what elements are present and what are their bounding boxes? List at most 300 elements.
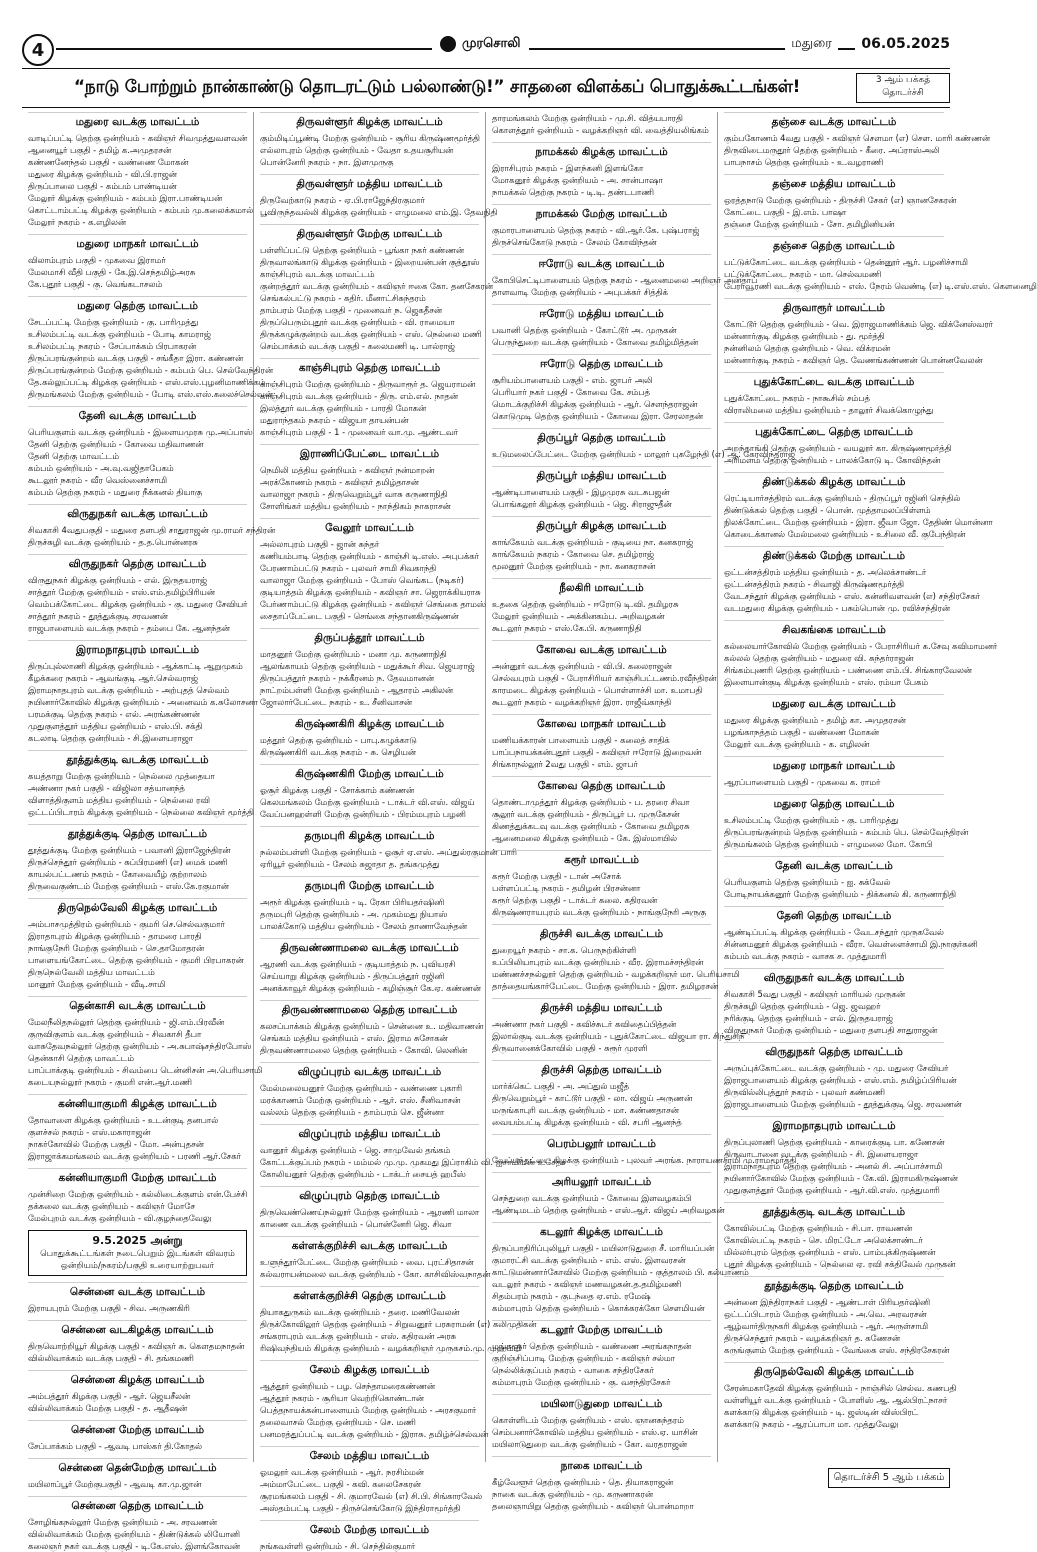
meeting-entry: வெம்பக்கோட்டை கிழக்கு ஒன்றியம் - கு. மதுரை சேவியர் [28,599,248,609]
meeting-entry: வையம்பட்டி கிழக்கு ஒன்றியம் - வி. சபரி ஆனந்த் [492,1117,682,1127]
district-heading: கிருஷ்ணகிரி மேற்கு மாவட்டம் [260,764,479,781]
district-section [28,750,254,818]
district-section [28,824,247,892]
meeting-entry: காஞ்சிபுரம் மேற்கு ஒன்றியம் - திருவாரூர் த. ஜெயராமன் [260,379,476,389]
meeting-entry: பெரியகுளம் தெற்கு ஒன்றியம் - ஐ. சுக்வேல் [724,877,891,887]
district-heading: தேனி தெற்கு மாவட்டம் [724,906,944,923]
meeting-entry: திருவிடைமருதூர் தெற்கு ஒன்றியம் - கீரை. அப்ராஸ்அலி [724,145,940,155]
meeting-entry: காயல்பட்டணம் நகரம் - கோவையீழ் குற்றாலம் [28,869,207,879]
meeting-entry: கல்லையார்கோவில் மேற்கு ஒன்றியம் - பேராசிரியர் க.சேவு கவிமாமனர் [724,641,998,651]
meeting-entry: கம்பம் தெற்கு நகரம் - மதுரை நீக்கனல் தியாகு [28,487,203,497]
meeting-entry: செம்பனார்கோவில் மத்திய ஒன்றியம் - எஸ்.ஏ. யாசின் [492,1427,698,1437]
page-header [22,32,950,64]
meeting-entry: வல்லம் தெற்கு ஒன்றியம் - தாம்பரம் செ. ஜீன்னா [260,1107,445,1117]
meeting-entry: கடலாடி தெற்கு ஒன்றியம் - சி.இளையராஜா [28,733,194,743]
district-heading: கடலூர் மேற்கு மாவட்டம் [492,1320,711,1337]
meeting-entry: ஆத்தூர் ஒன்றியம் - பழ. செந்தாமரைகண்ணன் [260,1381,435,1391]
meeting-entry: பெருந்துறை வடக்கு ஒன்றியம் - கோவை தமிழ்மித்தன் [492,337,699,347]
meeting-entry: கல்வராயன்மலை வடக்கு ஒன்றியம் - கோ. காசிவிஸ்வநாதன் [260,1269,491,1279]
meeting-entry: ஆண்டிபாளையம் பகுதி - இழமுரசு வடசுபஜன் [492,487,670,497]
meeting-entry: வேடசந்தூர் கிழக்கு ஒன்றியம் - எஸ். கன்னிவளவன் (எ) சந்திரசேகர் [724,591,981,601]
district-heading: திருவள்ளூர் கிழக்கு மாவட்டம் [260,112,479,129]
meeting-entry: உப்பிலியாபுரம் வடக்கு ஒன்றியம் - வீர. இராமச்சந்திரன் [492,957,704,967]
district-section [260,714,479,758]
page-number: 4 [22,34,54,66]
meeting-entry: வில்லிவாக்கம் மேற்கு பகுதி - த. ஆதீஷன் [28,1403,188,1413]
meeting-entry: வில்லிவாக்கம் வடக்கு பகுதி - சி. தங்கமணி [28,1353,194,1363]
meeting-entry: கண்ணனேந்தல் பகுதி - வண்ணை மோகன் [28,157,189,167]
meeting-entry: அன்னூர் வடக்கு ஒன்றியம் - வி.பி. கலைராஜன் [492,661,672,671]
district-heading: தஞ்சை வடக்கு மாவட்டம் [724,112,944,129]
meeting-entry: ஆலங்காயம் தெற்கு ஒன்றியம் - மதுக்கூர் சிவ. ஜெயராஜ் [260,661,475,671]
meeting-entry: வானூர் கிழக்கு ஒன்றியம் - ஜெ. சாமுவேல் தங்கம் [260,1145,451,1155]
meeting-entry: குமாரட்சி வடக்கு ஒன்றியம் - எம். எஸ். இளவரசன் [492,1255,686,1265]
meeting-entry: பாலக்கோடு மத்திய ஒன்றியம் - சேலம் தாணாவேந்தன் [260,921,467,931]
district-heading: சேலம் மத்திய மாவட்டம் [260,1446,479,1463]
meeting-entry: விராலிமலை மத்திய ஒன்றியம் - தாலூர் சிவக்கொழுந்து [724,405,934,415]
meeting-entry: சேரன்மகாதேவி கிழக்கு ஒன்றியம் - நாஞ்சில் செல்வ. கணபதி [724,1383,957,1393]
meeting-entry: தோவாளை கிழக்கு ஒன்றியம் - உடன்குடி தனபால் [28,1115,219,1125]
district-section [724,1276,950,1356]
meeting-entry: திருச்சுழி வடக்கு ஒன்றியம் - த.த.பொன்னரசு [28,537,198,547]
district-heading: திருச்சி வடக்கு மாவட்டம் [492,924,711,941]
continued-from-box [856,73,950,103]
meeting-entry: மயிலாப்பூர் மேற்குபகுதி - ஆவடி கா.மு.ஜான் [28,1479,202,1489]
meeting-entry: திருவைகுண்டம் மேற்கு ஒன்றியம் - எஸ்.கே.ரகுமான் [28,881,229,891]
meeting-entry: அண்ணா நகர் பகுதி - விஜிலா சத்யானந்த் [28,783,185,793]
meeting-entry: நன்னிலம் தெற்கு ஒன்றியம் - வெ. விக்ரமன் [724,343,891,353]
district-section [724,112,990,168]
district-heading: அரியலூர் மாவட்டம் [492,1172,711,1189]
district-heading: திருநெல்வேலி கிழக்கு மாவட்டம் [28,898,247,915]
district-section [724,968,944,1036]
district-section [492,714,711,770]
meeting-entry: காட்டுமன்னார்கோவில் மேற்கு ஒன்றியம் - குத்தாலம் பி. கல்யாணம் [492,1267,749,1277]
district-section [492,924,740,992]
meeting-entry: அம்பத்தூர் கிழக்கு பகுதி - ஆர். ஜெயசீலன் [28,1391,191,1401]
meeting-entry: அம்பாசமுத்திரம் ஒன்றியம் - குமரி செ.செல்வகுமார் [28,919,225,929]
meeting-entry: மரக்காணம் மேற்கு ஒன்றியம் - ஆர். எஸ். சீனிவாசன் [260,1095,461,1105]
meeting-entry: செங்கல்பட்டு நகரம் - கதிர். மீனாட்சிசுந்தரம் [260,293,426,303]
district-section [724,422,952,466]
district-heading: திருப்பூர் தெற்கு மாவட்டம் [492,428,711,445]
district-heading: தென்காசி வடக்கு மாவட்டம் [28,996,247,1013]
district-heading: திருப்பத்தூர் மாவட்டம் [260,628,479,645]
headline-banner [22,68,950,108]
district-heading: கரூர் மாவட்டம் [492,850,711,867]
district-section [260,826,517,870]
meeting-entry: உசிலம்பட்டி வடக்கு ஒன்றியம் - போடி காமராஜ் [28,329,211,339]
district-heading: வேலூர் மாவட்டம் [260,518,479,535]
meeting-entry: பள்ளிப்பட்டு தெற்கு ஒன்றியம் - பூங்கா நகர் கண்ணன் [260,245,465,255]
meeting-entry: வேப்பனஹள்ளி மேற்கு ஒன்றியம் - பிரம்மபுரம் பழனி [260,809,466,819]
district-heading: திருநெல்வேலி கிழக்கு மாவட்டம் [724,1362,944,1379]
meeting-entry: கோலியனூர் தெற்கு ஒன்றியம் - டாக்டர் சையத் ஹபீஸ் [260,1169,466,1179]
meeting-entry: முதுகுளத்தூர் மேற்கு ஒன்றியம் - ஆர்.வி.எஸ். முத்துமாரி [724,1185,940,1195]
meeting-entry: பழங்காநத்தம் பகுதி - வண்ணை மோகன் [724,727,880,737]
meeting-entry: மணியக்காரன் பாளையம் பகுதி - கலைத் சாதிக் [492,735,670,745]
meeting-entry: அனக்காவூர் கிழக்கு ஒன்றியம் - கழிஞ்சூர் கே.ஏ. கண்ணன் [260,983,481,993]
district-heading: சேலம் கிழக்கு மாவட்டம் [260,1360,479,1377]
meeting-entry: தாளவாடி மேற்கு ஒன்றியம் - அபுபக்கர் சித்திக் [492,287,668,297]
meeting-entry: ஒட்டப்பிடாரம் மேற்கு ஒன்றியம் - அ.வெ. அரவரசன் [724,1309,927,1319]
meeting-entry: காஞ்சிபுரம் வடக்கு ஒன்றியம் - திரு. எம்.எல். நாதன் [260,391,458,401]
district-section [492,304,711,348]
meeting-entry: மேலமாசி வீதி பகுதி - கே.இ.செந்தமிழ்அரசு [28,267,196,277]
district-section [724,856,956,900]
meeting-entry: மேல்புறம் வடக்கு ஒன்றியம் - வி.குழந்தைவேலு [28,1213,212,1223]
meeting-entry: தக்கலை வடக்கு ஒன்றியம் - கவிஞர் மோசே [28,1201,195,1211]
meeting-entry: சின்னமனூர் கிழக்கு ஒன்றியம் - வீரா. வெள்ளைச்சாமி இ.நாகுர்கனி [724,939,978,949]
meeting-entry: புதூர் கிழக்கு ஒன்றியம் - நெல்லை ஏ. ரவி சக்திவேல் முருகன் [724,1259,956,1269]
meeting-entry: ஆண்டிப்பட்டி கிழக்கு ஒன்றியம் - வேடசந்தூர் முருகவேல் [724,927,944,937]
meeting-entry: காங்கேயம் வடக்கு ஒன்றியம் - குடியை நா. கனகராஜ் [492,537,694,547]
district-section [492,1060,711,1128]
edition-city: மதுரை [785,36,838,52]
meeting-entry: கொடைக்கானல் மேல்மலை ஒன்றியம் - உசிலை வீ. குபேந்திரன் [724,529,966,539]
meeting-entry: வள்ளியூர் வடக்கு ஒன்றியம் - போளிஸ் ஆ. ஆல்பிரட்நாசர் [724,1395,948,1405]
meeting-entry: இராதாபுரம் கிழக்கு ஒன்றியம் - தாமரை பாரதி [28,931,202,941]
meeting-entry: மன்னார்குடி கிழக்கு ஒன்றியம் - து. மூர்த்தி [724,331,885,341]
district-section [492,1394,711,1450]
meeting-entry: பாபநாசம் தெற்கு ஒன்றியம் - உ.வழராணி [724,157,884,167]
district-heading: திண்டுக்கல் மேற்கு மாவட்டம் [724,546,944,563]
meeting-entry: ஆரப்பாளையம் பகுதி - முகவை க. ராமர் [724,777,881,787]
meeting-entry: பாப்பநாயக்கன்புதூர் பகுதி - கவிஞர் ஈரோடு இறைவன் [492,747,702,757]
meeting-entry: கொளத்தூர் ஒன்றியம் - வழக்கறிஞர் வி. வைத்தியலிங்கம் [492,125,709,135]
district-heading: கள்ளக்குறிச்சி தெற்கு மாவட்டம் [260,1286,479,1303]
meeting-entry: சங்கராபுரம் வடக்கு ஒன்றியம் - எஸ். கதிரவன் அரசு [260,1331,456,1341]
meeting-entry: தேனி தெற்கு மாவட்டம் [28,451,120,461]
district-heading: ஈரோடு மத்திய மாவட்டம் [492,304,711,321]
district-section [492,354,711,422]
meeting-entry: வில்லிவாக்கம் மேற்கு ஒன்றியம் - திண்டுக்கல் லியோனி [28,1529,240,1539]
meeting-entry: நாகை வடக்கு ஒன்றியம் - மு. கருணாகரன் [492,1489,653,1499]
district-section [724,174,957,230]
district-section [492,112,711,136]
meeting-entry: இராஜபாளையம் மேற்கு ஒன்றியம் - தூத்துக்குடி ஜெ. சரவணன் [724,1099,962,1109]
masthead [432,36,529,52]
district-section [260,358,479,438]
meeting-entry: பேர்ணாம்பட்டு கிழக்கு ஒன்றியம் - கவிஞர் செங்கை தாமஸ் [260,599,486,609]
edition-date: 06.05.2025 [855,36,950,52]
meeting-entry: கும்மிடிப்பூண்டி மேற்கு ஒன்றியம் - சூரிய கிருஷ்ணமூர்த்தி [260,133,480,143]
district-heading: மதுரை தெற்கு மாவட்டம் [28,296,247,313]
meeting-entry: கோட்டூர் தெற்கு ஒன்றியம் - வெ. இராஜமாணிக்கம் ஜெ. விக்னேஸ்வரர் [724,319,993,329]
district-heading: மயிலாடுதுறை மாவட்டம் [492,1394,711,1411]
meeting-entry: சிங்காநல்லூர் 2வது பகுதி - எம். ஜாபர் [492,759,638,769]
district-heading: சென்னை வடகிழக்கு மாவட்டம் [28,1320,247,1337]
meeting-entry: உடுமலைப்பேட்டை மேற்கு ஒன்றியம் - மாலூர் புகழேந்தி (எ) ஆ. கோவிந்தராஜ் [492,449,796,459]
meeting-entry: திருமங்கலம் தெற்கு ஒன்றியம் - எழுமலை மோ. கோபி [724,839,933,849]
district-heading: மதுரை வடக்கு மாவட்டம் [28,112,247,129]
district-section [724,472,993,540]
district-section [28,996,263,1088]
meeting-entry: இலத்தூர் வடக்கு ஒன்றியம் - பாரதி மோகன் [260,403,427,413]
district-section [28,1420,247,1452]
meeting-entry: தேனி தெற்கு ஒன்றியம் - கோவை மதிவாணன் [28,439,204,449]
meeting-entry: திருப்பத்தூர் நகரம் - நக்கீரனம் ந. தேவமானன் [260,673,434,683]
meeting-entry: தருமபுரி தெற்கு ஒன்றியம் - அ. முகம்மது நியாஸ் [260,909,448,919]
district-heading: மதுரை வடக்கு மாவட்டம் [724,694,944,711]
meeting-entry: பெரியார் நகர் பகுதி - கோவை கே. சம்பத் [492,387,650,397]
district-section [260,1446,483,1514]
meeting-entry: திருப்பரங்குன்றம் மேற்கு ஒன்றியம் - கம்பம் பெ. செல்வேந்திரன் [28,365,273,375]
meeting-entry: மத்தூர் தெற்கு ஒன்றியம் - பாபு.கழுக்காடு [260,735,417,745]
meeting-entry: காஞ்சிபுரம் பகுதி - 1 - முனைவர் வா.மு. ஆண்டவர் [260,427,459,437]
district-heading: நீலகிரி மாவட்டம் [492,578,711,595]
district-heading: சென்னை வடக்கு மாவட்டம் [28,1282,247,1299]
meeting-entry: செல்வபுரம் பகுதி - பேராசிரியர் காஞ்சிபட்டணம்.ரவீந்திரன் [492,673,717,683]
meeting-entry: கெலமங்கலம் மேற்கு ஒன்றியம் - டாக்டர் வி.எஸ். விஜய் [260,797,475,807]
meeting-entry: அண்ணா நகர் பகுதி - கவிச்சுடர் கவிதைப்பித்தன் [492,1019,677,1029]
district-heading: தூத்துக்குடி தெற்கு மாவட்டம் [28,824,247,841]
district-section [724,298,993,366]
meeting-entry: சாத்தூர் மேற்கு ஒன்றியம் - எஸ்.எம்.தமிழ்பிரியன் [28,587,215,597]
meeting-entry: பேரணாம்பட்டு நகரம் - புலவர் சாமி சிவகாந்தி [260,563,437,573]
meeting-entry: மில்லர்புரம் தெற்கு ஒன்றியம் - எஸ். பாம்புக்கிருஷ்ணன் [724,1247,936,1257]
district-section [28,504,276,548]
district-section [28,1370,247,1414]
meeting-entry: விலாம்புரம் பகுதி - முகவை இராமர் [28,255,166,265]
meeting-entry: நல்லம்பள்ளி மேற்கு ஒன்றியம் - ஓசூர் ஏ.எஸ். அப்துல்ரகுமான் பாரி [260,847,517,857]
district-section [28,1094,247,1162]
meeting-entry: சாத்தூர் நகரம் - தூத்துக்குடி சரவணன் [28,611,168,621]
meeting-entry: திருவண்ணாமலை தெற்கு ஒன்றியம் - கோவி. லெனின் [260,1045,468,1055]
meeting-entry: கோட்டக்குப்பம் நகரம் - மம்மல் மு.மு. முகமது இப்ராகிம் வி. ஐசாமியன் உசேதா [260,1157,566,1167]
district-heading: தூத்துக்குடி வடக்கு மாவட்டம் [28,750,247,767]
meeting-entry: திருக்கோவிலூர் தெற்கு ஒன்றியம் - சிறுவனூர் பரசுராமன் (எ) கலிமுதிகன் [260,1319,537,1329]
district-section [28,640,258,744]
meeting-entry: கொள்ளிடம் மேற்கு ஒன்றியம் - எஸ். ஞானசுந்தரம் [492,1415,684,1425]
meeting-entry: காங்கேயம் நகரம் - கோவை செ. தமிழ்ராஜ் [492,549,654,559]
district-heading: தருமபுரி மேற்கு மாவட்டம் [260,876,479,893]
district-heading: மதுரை தெற்கு மாவட்டம் [724,794,944,811]
meeting-entry: திருப்புலாணி தெற்கு ஒன்றியம் - காரைக்குடி பா. கணேசன் [724,1137,945,1147]
meeting-entry: ஆரணி வடக்கு ஒன்றியம் - குடியாத்தம் ந. புவியரசி [260,959,456,969]
headline: “நாடு போற்றும் நான்காண்டு தொடரட்டும் பல்லாண்டு!” சாதனை விளக்கப் பொதுக்கூட்டங்கள்! [73,77,801,97]
meeting-entry: கொட்டாம்பட்டி கிழக்கு ஒன்றியம் - கம்பம் மு.கலைக்கமால் [28,205,254,215]
district-heading: நாமக்கல் கிழக்கு மாவட்டம் [492,142,711,159]
meeting-entry: உதகை தெற்கு ஒன்றியம் - ஈரோடு டி.வி. தமிழரசு [492,599,679,609]
meeting-entry: கிருஷ்ணராயபுரம் வடக்கு ஒன்றியம் - நாங்குநேரி அருகு [492,907,707,917]
district-section [28,1168,247,1224]
district-heading: சென்னை மேற்கு மாவட்டம் [28,1420,247,1437]
meeting-entry: செந்துறை வடக்கு ஒன்றியம் - கோவை இளவழகம்பி [492,1193,692,1203]
meeting-entry: களக்காடு நகரம் - ஆரப்பாபா மா. முத்துவேலு [724,1419,899,1429]
meeting-entry: கூடலூர் நகரம் - வழக்கறிஞர் இரா. ராஜீவ்காந்தி [492,697,672,707]
district-section [260,224,493,352]
meeting-entry: ஆனைமலை கிழக்கு ஒன்றியம் - கே. இஸ்மாயில் [492,833,677,843]
schedule-notice [28,1230,247,1276]
meeting-entry: கம்பம் வடக்கு நகரம் - வாசக ச. முத்துமாரி [724,951,887,961]
meeting-entry: மேலூர் கிழக்கு ஒன்றியம் - கம்பம் இரா.பாண்டியன் [28,193,223,203]
district-section [260,1062,479,1118]
meeting-entry: கும்பகோணம் 4வது பகுதி - கவிஞர் செளமா (எ) சௌ. மாரி கண்ணன் [724,133,990,143]
meeting-entry: அரிமளம் தெற்கு ஒன்றியம் - பாலக்கோடு டி. கோவிந்தன் [724,455,941,465]
meeting-entry: இராமநாதபுரம் தெற்கு ஒன்றியம் - அனல் சி. அப்பாச்சாமி [724,1161,943,1171]
meeting-entry: குருவிகுளம் வடக்கு ஒன்றியம் - சிவகாசி தீபா [28,1029,202,1039]
meeting-entry: வாசுதேவநல்லூர் தெற்கு ஒன்றியம் - அ.சுபாஷ்சந்திரபோஸ் [28,1041,252,1051]
district-section [492,1320,711,1388]
district-section [492,578,711,634]
district-heading: இராமநாதபுரம் மாவட்டம் [28,640,247,657]
meeting-entry: நாட்றம்பள்ளி மேற்கு ஒன்றியம் - ஆதாரம் அகிலன் [260,685,454,695]
meeting-entry: சூரியம்பாளையம் பகுதி - எம். ஜாபர் அலி [492,375,653,385]
district-heading: கோவை மாநகர் மாவட்டம் [492,714,711,731]
meeting-entry: தூத்துக்குடி மேற்கு ஒன்றியம் - பவானி இராஜேந்திரன் [28,845,231,855]
meeting-entry: ஏரியூர் ஒன்றியம் - சேலம் சுஜாதா த. தங்கமுத்து [260,859,440,869]
district-section [724,546,981,614]
district-heading: கன்னியாகுமரி மேற்கு மாவட்டம் [28,1168,247,1185]
meeting-entry: மயிலாடுதுறை வடக்கு ஒன்றியம் - கோ. வரதராஜன் [492,1439,688,1449]
district-section [492,516,711,572]
meeting-entry: திருவாலங்காடு கிழக்கு ஒன்றியம் - இறையன்பன் குத்தூஸ் [260,257,480,267]
meeting-entry: ஆனையூர் பகுதி - தமிழ் க.அமுதரசன் [28,145,172,155]
meeting-entry: வாடிப்பட்டி தெற்கு ஒன்றியம் - கவிஞர் சிவமுத்துவளவன் [28,133,248,143]
district-heading: சென்னை தென்மேற்கு மாவட்டம் [28,1458,247,1475]
meeting-entry: கரூர் மேற்கு பகுதி - டான் அசோக் [492,871,621,881]
district-heading: திருவண்ணாமலை தெற்கு மாவட்டம் [260,1000,479,1017]
meeting-entry: ஒட்டன்சத்திரம் நகரம் - சிவாஜி கிருஷ்ணமூர்த்தி [724,579,905,589]
district-heading: இராணிப்பேட்டை மாவட்டம் [260,444,479,461]
meeting-entry: திருப்பரங்குன்றம் தெற்கு ஒன்றியம் - கம்பம் பெ. செல்வேந்திரன் [724,827,969,837]
meeting-entry: ஆழ்வார்திருநகரி கிழக்கு ஒன்றியம் - ஆர். அருள்சாமி [724,1321,928,1331]
meeting-entry: பட்டுக்கோட்டை வடக்கு ஒன்றியம் - தென்னூர் ஆர். பழனிச்சாமி [724,257,968,267]
district-section [724,372,944,416]
meeting-entry: கணியம்பாடி தெற்கு ஒன்றியம் - காஞ்சி டி.எஸ். அபுபக்கர் [260,551,480,561]
district-section [724,906,978,962]
meeting-entry: சிவகாசி 4வதுபகுதி - மதுரை தளபதி சாதுராஜன் மு.ராமர் சந்திரன் [28,525,276,535]
meeting-entry: நங்கவள்ளி ஒன்றியம் - சி. செந்தில்குமார் [260,1541,416,1551]
meeting-entry: திருச்சுழி தெற்கு ஒன்றியம் - ஜெ. ஜவஹர் [724,1001,881,1011]
district-section [492,142,711,198]
meeting-entry: சேப்பாக்கம் பகுதி - ஆவடி பாஸ்கர் தி.கோதல் [28,1441,202,1451]
meeting-entry: திருப்பெரும்புதூர் வடக்கு ஒன்றியம் - வி. ராமையா [260,317,455,327]
district-heading: தூத்துக்குடி தெற்கு மாவட்டம் [724,1276,944,1293]
district-heading: காஞ்சிபுரம் தெற்கு மாவட்டம் [260,358,479,375]
district-heading: தஞ்சை தெற்கு மாவட்டம் [724,236,944,253]
meeting-entry: செய்யாறு கிழக்கு ஒன்றியம் - திருப்பத்தூர் ரஜினி [260,971,445,981]
meeting-entry: விருதுநகர் மேற்கு ஒன்றியம் - மதுரை தளபதி சாதுராஜன் [724,1025,938,1035]
district-heading: விழுப்புரம் மத்திய மாவட்டம் [260,1124,479,1141]
meeting-entry: திருக்கழுக்குன்றம் வடக்கு ஒன்றியம் - எஸ். நெல்லை மணி [260,329,482,339]
meeting-entry: மூலனூர் மேற்கு ஒன்றியம் - நா. கனகராசன் [492,561,656,571]
district-heading: விருதுநகர் வடக்கு மாவட்டம் [724,968,944,985]
meeting-entry: கூடலூர் நகரம் - வீர வெஸ்னைச்சாமி [28,475,167,485]
meeting-entry: திருவெறும்பூர் - காட்டூர் பகுதி - லா. விஜய் அருணன் [492,1093,693,1103]
meeting-entry: அறந்தாங்கி தெற்கு ஒன்றியம் - வயலூர் கா. கிருஷ்ணமூர்த்தி [724,443,952,453]
meeting-entry: தென்காசி தெற்கு மாவட்டம் [28,1053,134,1063]
district-heading: மதுரை மாநகர் மாவட்டம் [28,234,247,251]
meeting-entry: கம்பம் ஒன்றியம் - அ.வு.வஜிதாபேகம் [28,463,174,473]
meeting-entry: நரிக்குடி தெற்கு ஒன்றியம் - எல். இருதயராஜ் [724,1013,893,1023]
meeting-entry: அம்மாபேட்டை பகுதி - கவி. கலைசேகரன் [260,1479,421,1489]
meeting-entry: மதுராந்தகம் நகரம் - விஜயா தாயன்பன் [260,415,409,425]
meeting-entry: கோபிசெட்டிபாளையம் தெற்கு நகரம் - ஆனைமலை அறிஞர் அன்தாப் [492,275,758,285]
district-heading: விருதுநகர் தெற்கு மாவட்டம் [724,1042,944,1059]
meeting-entry: பாப்பாக்குடி ஒன்றியம் - சிவம்பை டென்னிசன் அ.பெரியசாமி [28,1065,263,1075]
meeting-entry: திருச்செந்தூர் நகரம் - வழக்கறிஞர் த. கணேசன் [724,1333,901,1343]
meeting-entry: இராஜாக்கமங்கலம் வடக்கு ஒன்றியம் - பரணி ஆர்.சேகர் [28,1151,242,1161]
district-heading: சேலம் மேற்கு மாவட்டம் [260,1520,479,1537]
meeting-entry: பள்ளப்பட்டி நகரம் - தமிழன் பிரசன்னா [492,883,641,893]
district-section [260,518,486,622]
district-section [260,112,479,168]
meeting-entry: நெமிலி மத்திய ஒன்றியம் - கவிஞர் நன்மாறன் [260,465,435,475]
district-section [260,174,498,218]
column [22,112,276,1551]
meeting-entry: திருவாடானை வடக்கு ஒன்றியம் - சி. இளையராஜா [724,1149,919,1159]
meeting-entry: கயத்தாறு மேற்கு ஒன்றியம் - நெல்லை முத்தையா [28,771,215,781]
district-section [28,406,253,498]
meeting-entry: திருச்செந்தூர் ஒன்றியம் - சுப்பிரமணி (எ) மைக் மணி [28,857,228,867]
meeting-entry: சைதாப்பேட்டை பகுதி - செங்கை சந்தானகிருஷ்ணன் [260,611,459,621]
district-section [492,204,711,248]
district-section [492,1456,711,1512]
meeting-entry: களக்காடு கிழக்கு ஒன்றியம் - டி. ஜஸ்டின் விஸ்பிரட் [724,1407,919,1417]
district-section [492,254,758,298]
meeting-entry: கம்மாபுரம் மேற்கு ஒன்றியம் - கு. வசந்திரசேகர் [492,1377,671,1387]
meeting-entry: காரமடை கிழக்கு ஒன்றியம் - பொள்ளாச்சி மா. உமாபதி [492,685,703,695]
district-section [28,234,247,290]
meeting-entry: மேலூர் நகரம் - க.எழிலன் [28,217,126,227]
district-heading: தருமபுரி கிழக்கு மாவட்டம் [260,826,479,843]
district-heading: புதுக்கோட்டை தெற்கு மாவட்டம் [724,422,944,439]
continued-to-box: தொடர்ச்சி 5 ஆம் பக்கம் [828,1468,950,1488]
meeting-entry: பனமரத்துப்பட்டி வடக்கு ஒன்றியம் - இராசு. தமிழ்ச்செல்வன் [260,1429,489,1439]
meeting-entry: போடிநாயக்கனூர் மேற்கு ஒன்றியம் - திக்கனல் கி. கருணாநிதி [724,889,956,899]
meeting-entry: தலைஞாயிறு தெற்கு ஒன்றியம் - கவிஞர் பொன்மாறா [492,1501,694,1511]
district-section [260,938,479,994]
district-section [724,794,969,850]
meeting-entry: பரமக்குடி தெற்கு நகரம் - எல். அரங்கண்ணன் [28,709,200,719]
district-section [28,112,254,228]
meeting-entry: ஓசூர் கிழக்கு பகுதி - சோக்காம் கண்ணன் [260,785,415,795]
meeting-entry: கலசப்பாக்கம் கிழக்கு ஒன்றியம் - சென்னை உ. மதிவாணன் [260,1021,484,1031]
meeting-entry: ஒட்டன்சத்திரம் மத்திய ஒன்றியம் - த. அலெக்சாண்டர் [724,567,927,577]
district-section [260,1186,479,1230]
district-section [492,1134,797,1166]
meeting-entry: திருவொற்றியூர் கிழக்கு பகுதி - கவிஞர் சு. கௌதமநாதன் [28,1341,245,1351]
district-heading: ஈரோடு வடக்கு மாவட்டம் [492,254,711,271]
meeting-entry: திண்டுக்கல் தெற்கு பகுதி - பொன். முத்தாமலப்பிள்ளம் [724,505,931,515]
meeting-entry: நயினார்கோவில் மேற்கு ஒன்றியம் - கே.வி. இராமகிருஷ்ணன் [724,1173,958,1183]
meeting-entry: உசிலம்பட்டி நகரம் - சேப்பாக்கம் பிரபாகரன் [28,341,197,351]
district-heading: சென்னை தெற்கு மாவட்டம் [28,1496,247,1513]
meeting-entry: ரிஷிவந்தியம் கிழக்கு ஒன்றியம் - வழக்கறிஞர் முருகசம்.மு. முஹம்மி [260,1343,522,1353]
meeting-entry: திருச்செங்கோடு நகரம் - சேலம் கோவிந்தன் [492,237,657,247]
meeting-entry: சிவகாசி 5வது பகுதி - கவிஞர் மாரியல் முருகன் [724,989,906,999]
meeting-entry: வாலாஜா நகரம் - திருவெறும்பூர் வாசு கருணாநிதி [260,489,448,499]
district-section [260,1124,566,1180]
meeting-entry: பட்டுக்கோட்டை நகரம் - மா. செல்வமணி [724,269,882,279]
district-heading: கோவை வடக்கு மாவட்டம் [492,640,711,657]
district-section [28,898,247,990]
meeting-entry: திருவானைக்கோவில் பகுதி - சுரூர் முரளி [492,1043,648,1053]
meeting-entry: ஆண்டிமடம் தெற்கு ஒன்றியம் - எஸ்.ஆர். விஜய் அறிவழகன் [492,1205,725,1215]
meeting-entry: கல்லல் தெற்கு ஒன்றியம் - மதுரை வி. சுந்தர்ராஜன் [724,653,914,663]
meeting-entry: நிலக்கோட்டை மேற்கு ஒன்றியம் - இரா. ஜீவா ஜோ. தேதிண் மொன்னா [724,517,993,527]
meeting-entry: சூரமங்கலம் பகுதி - சி. குமாரவேல் (எ) சி.பி. சிங்காரவேல் [260,1491,483,1501]
meeting-entry: அரூர் கிழக்கு ஒன்றியம் - டி. ரேகா பிரியதர்ஷினி [260,897,445,907]
district-heading: இராமநாதபுரம் மாவட்டம் [724,1116,944,1133]
meeting-entry: தாத்தையங்கார்பேட்டை மேற்கு ஒன்றியம் - இரா. தமிழரசன் [492,981,719,991]
district-section [260,444,479,512]
continued-from-line: தொடர்ச்சி [882,88,924,98]
meeting-entry: எல்லாபுரம் தெற்கு ஒன்றியம் - வேதா உதயசூரியன் [260,145,454,155]
district-section [724,1042,962,1110]
